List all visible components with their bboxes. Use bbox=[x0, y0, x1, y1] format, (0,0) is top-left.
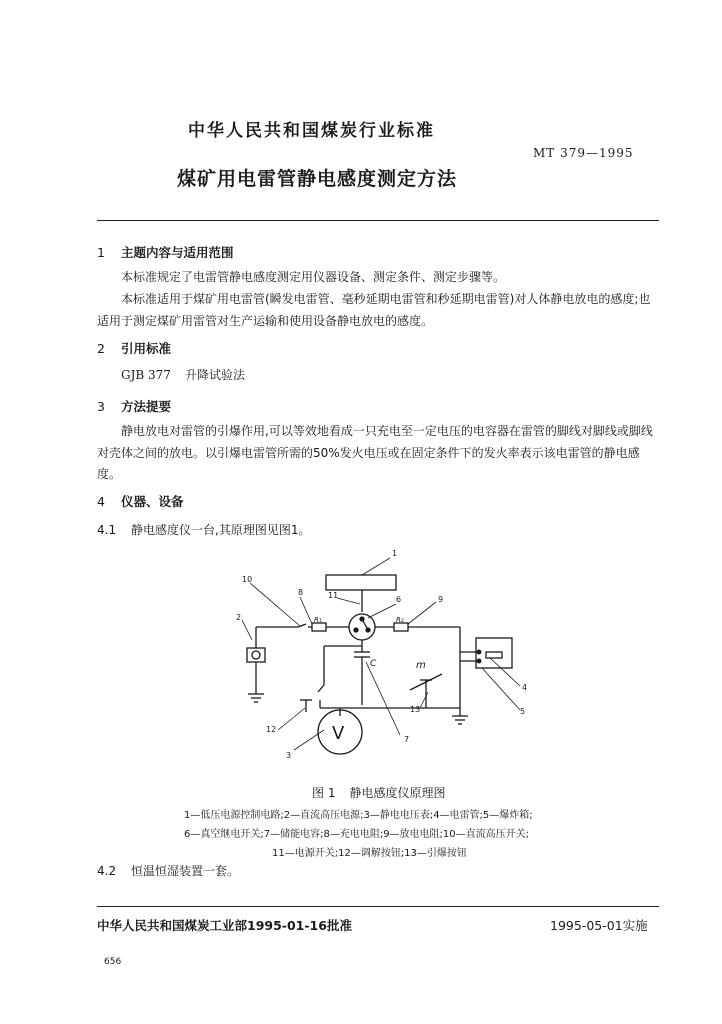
section-title: 方法提要 bbox=[121, 399, 172, 414]
section-number: 4 bbox=[97, 494, 105, 509]
reference-title: 升降试验法 bbox=[184, 368, 245, 382]
figure-legend-line-1: 1—低压电源控制电路;2—直流高压电源;3—静电电压表;4—电雷管;5—爆炸箱; bbox=[184, 810, 533, 821]
terminal bbox=[477, 659, 481, 663]
section-number: 1 bbox=[97, 245, 105, 260]
section-number: 2 bbox=[97, 341, 105, 356]
approval-note: 中华人民共和国煤炭工业部1995-01-16批准 bbox=[97, 918, 352, 933]
callout-2: 2 bbox=[236, 613, 242, 622]
leader-10 bbox=[250, 583, 300, 626]
callout-8: 8 bbox=[298, 588, 304, 597]
figure-caption bbox=[312, 784, 445, 801]
leader-11 bbox=[337, 598, 360, 604]
section-1-heading bbox=[97, 243, 234, 261]
switch-label: m bbox=[416, 660, 426, 671]
hv-supply-symbol bbox=[252, 651, 260, 659]
leader-5 bbox=[482, 668, 520, 710]
section-title: 仪器、设备 bbox=[121, 494, 184, 509]
item-number: 4.2 bbox=[97, 864, 117, 878]
section-title: 引用标准 bbox=[121, 341, 172, 356]
item-4-1 bbox=[97, 521, 310, 538]
standard-code: MT 379—1995 bbox=[533, 146, 634, 160]
hv-power-supply bbox=[247, 648, 265, 662]
figure-legend-line-2: 6—真空继电开关;7—储能电容;8—充电电阻;9—放电电阻;10—直流高压开关; bbox=[184, 829, 530, 840]
figure-number: 图 1 bbox=[312, 786, 336, 800]
electric-detonator bbox=[486, 652, 502, 658]
relay-contact bbox=[354, 628, 358, 632]
low-voltage-control-box bbox=[326, 575, 396, 590]
callout-12: 12 bbox=[266, 725, 277, 734]
section-1-paragraph-2: 本标准适用于煤矿用电雷管(瞬发电雷管、毫秒延期电雷管和秒延期电雷管)对人体静电放电的感度;也适用于测定煤矿用雷管对生产运输和使用设备静电放电的感度。 bbox=[97, 292, 651, 328]
r1-label: R₁ bbox=[314, 616, 322, 624]
implementation-date: 1995-05-01实施 bbox=[550, 918, 648, 933]
figure-title: 静电感度仪原理图 bbox=[349, 786, 446, 800]
leader-6 bbox=[368, 604, 396, 618]
figure-legend-line-3: 11—电源开关;12—调解按钮;13—引爆按钮 bbox=[272, 848, 467, 859]
callout-13: 13 bbox=[410, 705, 421, 714]
standard-category: 中华人民共和国煤炭行业标准 bbox=[188, 121, 435, 141]
section-number: 3 bbox=[97, 399, 105, 414]
item-4-2 bbox=[97, 862, 239, 879]
callout-7: 7 bbox=[404, 735, 410, 744]
section-3-paragraph: 静电放电对雷管的引爆作用,可以等效地看成一只充电至一定电压的电容器在雷管的脚线对脚线或脚线对壳体之间的放电。以引爆电雷管所需的50%发火电压或在固定条件下的发火率表示该电雷管的静电感度。 bbox=[97, 424, 653, 481]
voltmeter-label: V bbox=[332, 723, 345, 744]
callout-5: 5 bbox=[520, 707, 526, 716]
item-text: 静电感度仪一台,其原理图见图1。 bbox=[131, 523, 311, 537]
reference-entry bbox=[121, 366, 245, 383]
leader-2 bbox=[242, 620, 252, 640]
charging-resistor-r1 bbox=[312, 623, 326, 631]
callout-6: 6 bbox=[396, 595, 402, 604]
callout-4: 4 bbox=[522, 683, 528, 692]
item-number: 4.1 bbox=[97, 523, 117, 537]
page-number: 656 bbox=[104, 957, 122, 967]
section-title: 主题内容与适用范围 bbox=[121, 245, 234, 260]
relay-arm bbox=[362, 619, 368, 630]
r2-label: R₂ bbox=[396, 616, 404, 624]
leader-9 bbox=[408, 602, 436, 624]
footer-rule bbox=[97, 906, 659, 907]
section-3-heading bbox=[97, 397, 171, 415]
callout-10: 10 bbox=[242, 575, 253, 584]
circuit-schematic bbox=[220, 540, 550, 780]
document-title: 煤矿用电雷管静电感度测定方法 bbox=[177, 168, 458, 190]
header-rule bbox=[97, 220, 659, 221]
leader-1 bbox=[362, 558, 390, 575]
section-1-paragraph-1: 本标准规定了电雷管静电感度测定用仪器设备、测定条件、测定步骤等。 bbox=[121, 270, 506, 284]
leader-13 bbox=[420, 692, 428, 708]
terminal bbox=[477, 650, 481, 654]
callout-11: 11 bbox=[328, 591, 339, 600]
leader-7 bbox=[366, 662, 400, 735]
callout-3: 3 bbox=[286, 751, 292, 760]
reference-code: GJB 377 bbox=[121, 368, 171, 382]
section-4-heading bbox=[97, 492, 184, 510]
callout-1: 1 bbox=[392, 549, 398, 558]
leader-8 bbox=[300, 597, 312, 624]
callout-9: 9 bbox=[438, 595, 444, 604]
item-text: 恒温恒湿装置一套。 bbox=[131, 864, 240, 878]
discharge-resistor-r2 bbox=[394, 623, 408, 631]
section-2-heading bbox=[97, 339, 171, 357]
capacitor-label: C bbox=[370, 659, 377, 669]
adjust-button-12 bbox=[318, 685, 324, 692]
leader-12 bbox=[278, 708, 305, 730]
